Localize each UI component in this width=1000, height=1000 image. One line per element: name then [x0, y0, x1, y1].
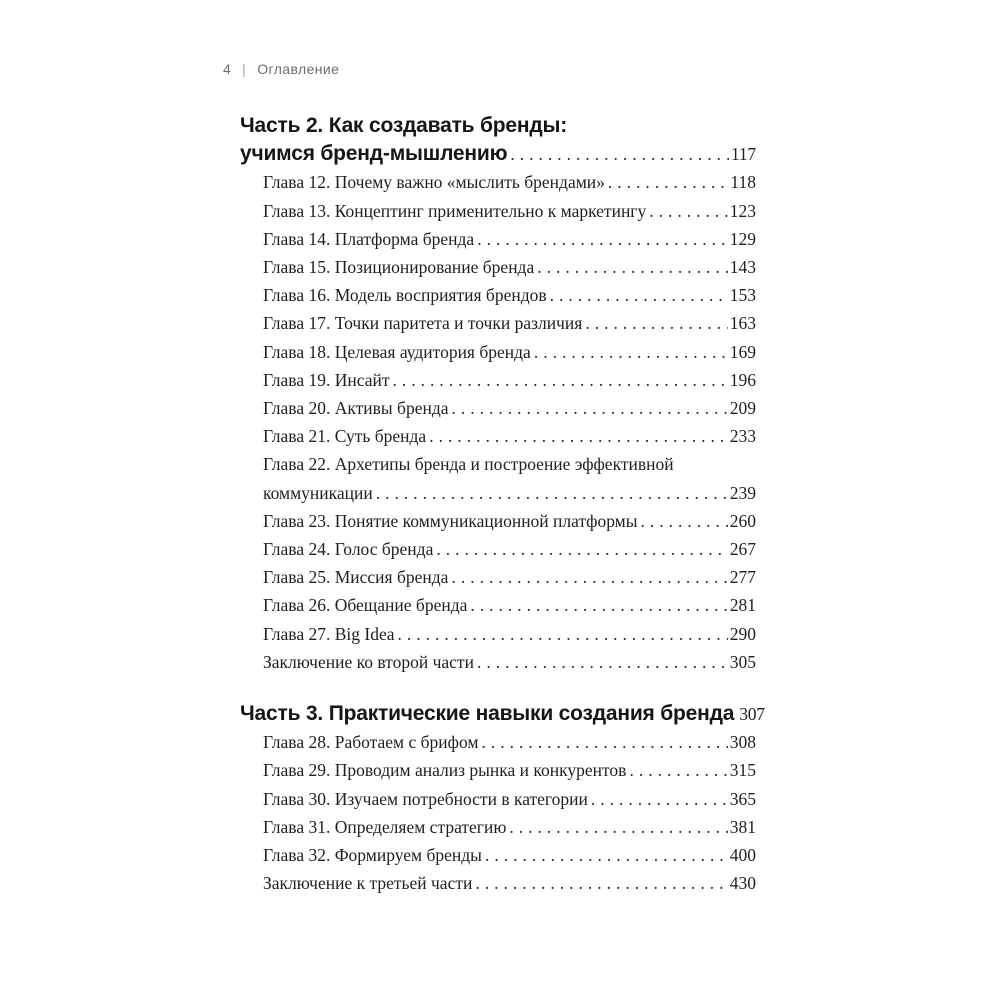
toc-entry	[263, 422, 756, 450]
toc-entry-page: 129	[729, 228, 756, 249]
toc-entry	[263, 366, 756, 394]
part3-heading-text: Часть 3. Практические навыки создания бренда	[240, 702, 735, 726]
dot-leader	[509, 813, 727, 841]
toc-entry-page: 381	[729, 816, 756, 837]
dot-leader	[475, 869, 727, 897]
dot-leader	[429, 422, 728, 450]
toc-entry	[263, 281, 756, 309]
toc-entry-page: 209	[729, 398, 756, 419]
toc-entry-page: 169	[729, 341, 756, 362]
header-divider: |	[242, 61, 246, 77]
toc-entry	[263, 841, 756, 869]
toc-entry-title: Глава 22. Архетипы бренда и построение эффективной	[263, 454, 674, 475]
toc-entry-title: Глава 28. Работаем с брифом	[263, 732, 479, 753]
toc-entry-page: 143	[729, 257, 756, 278]
toc-entry	[263, 338, 756, 366]
part2-heading-line2: учимся бренд-мышлению	[240, 142, 508, 166]
toc-entry-title: Глава 25. Миссия бренда	[263, 567, 449, 588]
page-number: 4	[223, 61, 232, 77]
toc-entry-page: 196	[729, 369, 756, 390]
toc-entry-title: Глава 23. Понятие коммуникационной платформы	[263, 510, 638, 531]
toc-entry-title: Глава 15. Позиционирование бренда	[263, 257, 535, 278]
toc-entry-title: Глава 20. Активы бренда	[263, 398, 449, 419]
dot-leader	[537, 253, 728, 281]
dot-leader	[376, 479, 728, 507]
page-header	[223, 61, 339, 77]
toc-entry-page: 153	[729, 285, 756, 306]
toc-entry-title: Глава 29. Проводим анализ рынка и конкурентов	[263, 760, 627, 781]
toc-entry-title: Заключение к третьей части	[263, 873, 473, 894]
part2-heading-line1: Часть 2. Как создавать бренды:	[240, 114, 568, 137]
dot-leader	[451, 563, 727, 591]
dot-leader	[649, 197, 728, 225]
toc-entry-title: Заключение ко второй части	[263, 651, 474, 672]
toc-entry-page: 400	[729, 845, 756, 866]
toc-entry-title: Глава 13. Концептинг применительно к маркетингу	[263, 200, 647, 221]
toc-entry-page: 260	[729, 510, 756, 531]
toc-entry	[263, 309, 756, 337]
toc-entry-title: Глава 27. Big Idea	[263, 623, 395, 644]
toc-entry	[263, 563, 756, 591]
dot-leader	[510, 140, 729, 168]
toc-entry-title: Глава 26. Обещание бренда	[263, 595, 468, 616]
toc-entry	[263, 728, 756, 756]
part3-page: 307	[739, 704, 765, 725]
dot-leader	[608, 168, 728, 196]
toc-entry-page: 233	[729, 426, 756, 447]
toc-entry-page: 267	[729, 539, 756, 560]
dot-leader	[550, 281, 728, 309]
toc-entry-title: Глава 24. Голос бренда	[263, 539, 434, 560]
toc-entry-title-line2: коммуникации	[263, 482, 373, 503]
toc-entry-title: Глава 19. Инсайт	[263, 369, 390, 390]
toc-entry-page: 308	[729, 732, 756, 753]
toc-entry-page: 315	[729, 760, 756, 781]
toc-entry-title: Глава 21. Суть бренда	[263, 426, 427, 447]
toc-entry	[263, 168, 756, 196]
toc-entry-title: Глава 30. Изучаем потребности в категории	[263, 788, 588, 809]
dot-leader	[393, 366, 728, 394]
toc-entry	[263, 253, 756, 281]
toc-entry-page: 281	[729, 595, 756, 616]
toc-entry	[263, 869, 756, 897]
toc-entry	[263, 394, 756, 422]
header-title: Оглавление	[257, 61, 340, 77]
dot-leader	[534, 338, 728, 366]
toc-entry-page: 430	[729, 873, 756, 894]
toc-entry-page: 123	[729, 200, 756, 221]
toc-section-part3	[240, 700, 765, 897]
toc-entry	[263, 535, 756, 563]
toc-entry-title: Глава 14. Платформа бренда	[263, 228, 475, 249]
toc-entry	[263, 620, 756, 648]
toc-entry	[263, 507, 756, 535]
toc-entry-page: 239	[729, 482, 756, 503]
dot-leader	[485, 841, 728, 869]
toc-entry-page: 163	[729, 313, 756, 334]
toc-entry-title: Глава 18. Целевая аудитория бренда	[263, 341, 531, 362]
toc-entry-page: 305	[729, 651, 756, 672]
part2-page: 117	[730, 144, 756, 165]
dot-leader	[482, 728, 728, 756]
dot-leader	[629, 756, 727, 784]
toc-entry	[263, 648, 756, 676]
toc-entry	[263, 785, 756, 813]
table-of-contents	[240, 112, 765, 897]
part3-heading	[240, 700, 765, 728]
part2-heading-line2-row	[240, 140, 756, 168]
toc-entry-page: 118	[730, 172, 756, 193]
dot-leader	[398, 620, 728, 648]
toc-section-part2	[240, 112, 756, 676]
toc-entry	[263, 813, 756, 841]
dot-leader	[477, 225, 728, 253]
toc-entry	[263, 756, 756, 784]
dot-leader	[585, 309, 727, 337]
toc-entry	[263, 225, 756, 253]
toc-entry-page: 365	[729, 788, 756, 809]
dot-leader	[470, 591, 727, 619]
toc-entry	[263, 197, 756, 225]
dot-leader	[452, 394, 728, 422]
toc-entry-title: Глава 16. Модель восприятия брендов	[263, 285, 547, 306]
toc-entry	[263, 591, 756, 619]
dot-leader	[591, 785, 728, 813]
toc-entry-title: Глава 32. Формируем бренды	[263, 845, 482, 866]
dot-leader	[641, 507, 728, 535]
toc-entry-title: Глава 17. Точки паритета и точки различия	[263, 313, 583, 334]
toc-entry-title: Глава 12. Почему важно «мыслить брендами»	[263, 172, 605, 193]
part2-heading	[240, 112, 756, 168]
toc-entry-page: 277	[729, 567, 756, 588]
toc-entry-title: Глава 31. Определяем стратегию	[263, 816, 507, 837]
toc-entry-wrap-line	[263, 479, 756, 507]
toc-entry	[263, 450, 756, 506]
dot-leader	[477, 648, 728, 676]
dot-leader	[436, 535, 727, 563]
toc-entry-page: 290	[729, 623, 756, 644]
